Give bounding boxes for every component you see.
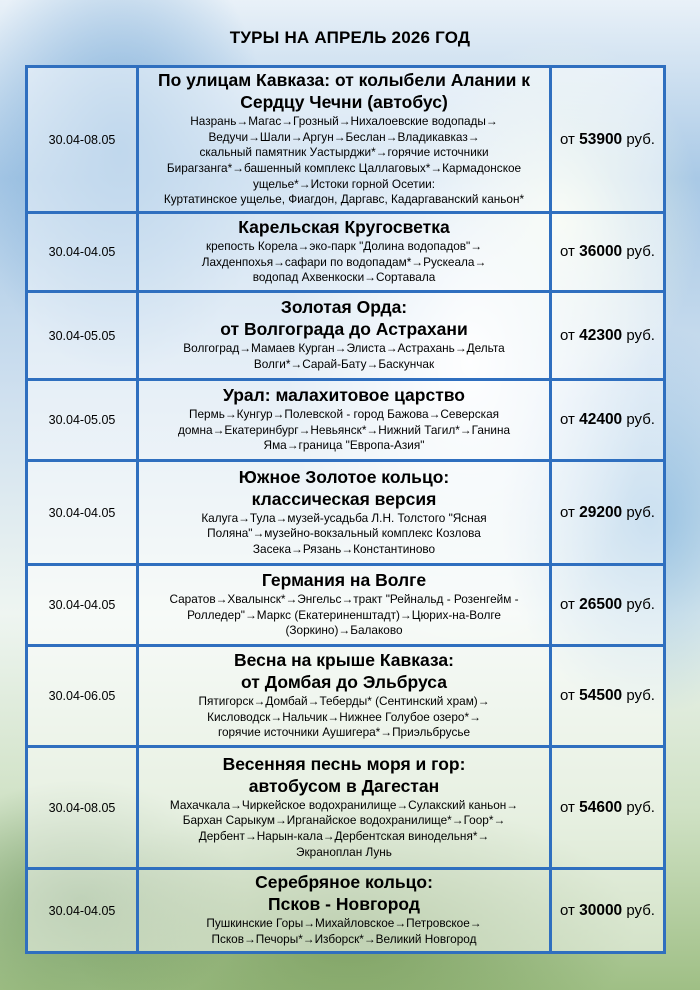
tours-table [25,65,666,954]
tour-name [143,69,545,113]
tour-description [138,646,551,747]
tour-dates: 30.04-05.05 [27,292,138,380]
price-prefix: от [560,326,575,344]
price-prefix: от [560,687,575,704]
tour-route-line: водопад Ахвенкоски→Сортавала [252,270,436,285]
tour-name-line: Южное Золотое кольцо: [238,466,450,487]
tour-route-line: крепость Корела→эко-парк "Долина водопадов"→ [205,239,483,254]
tour-price [551,67,665,213]
tour-name-line: Урал: малахитовое царство [223,385,465,406]
tour-price [551,461,665,565]
tour-route-line: Лахденпохья→сафари по водопадам*→Рускеала→ [201,254,487,269]
tour-route-line: Волги*→Сарай-Бату→Баскунчак [253,357,435,371]
price-value: 26500 [579,596,623,613]
tour-description [138,213,551,292]
tour-name-line: классическая версия [251,488,437,509]
tour-row [27,292,665,380]
price-prefix: от [560,130,575,148]
tour-route-line: скальный памятник Уастырджи*→горячие источники [199,145,489,160]
price-suffix: руб. [626,596,655,613]
price-prefix: от [560,503,575,521]
tour-route-line: Кисловодск→Нальчик→Нижнее Голубое озеро*→ [207,709,481,724]
tour-price [551,213,665,292]
price-value: 54600 [579,798,623,816]
tour-route-line: Дербент→Нарын-кала→Дербентская винодельня*→ [198,829,490,843]
price-suffix: руб. [626,798,655,816]
tour-row [27,869,665,953]
price-prefix: от [560,596,575,613]
tour-row [27,380,665,461]
tour-name-line: Германия на Волге [261,570,427,591]
tour-route-line: Пушкинские Горы→Михайловское→Петровское→ [206,916,482,931]
tour-dates: 30.04-04.05 [27,565,138,646]
price-value: 29200 [579,503,623,521]
tour-name-line: Серебряное кольцо: [255,872,433,893]
tour-name-line: от Волгограда до Астрахани [220,319,468,340]
tour-route-line: Волгоград→Мамаев Курган→Элиста→Астрахань→Дельта [183,341,505,356]
tour-dates: 30.04-04.05 [27,869,138,953]
tour-dates: 30.04-05.05 [27,380,138,461]
tour-route [143,407,545,454]
price-suffix: руб. [626,503,655,521]
tour-route-line: Пермь→Кунгур→Полевской - город Бажова→Северская [188,407,500,422]
tour-name-line: Весенняя песнь моря и гор: [222,753,466,774]
tour-route-line: ущелье*→Истоки горной Осетии: [252,176,436,191]
price-suffix: руб. [626,130,655,148]
tour-row [27,747,665,869]
tour-route [143,694,545,741]
tour-row [27,213,665,292]
tour-name-line: автобусом в Дагестан [248,775,440,796]
tour-route-line: Калуга→Тула→музей-усадьба Л.Н. Толстого "Ясная [201,510,487,525]
tour-row [27,646,665,747]
price-prefix: от [560,901,575,919]
tour-route [143,239,545,286]
tour-description [138,380,551,461]
tour-route-line: Ведучи→Шали→Аргун→Беслан→Владикавказ→ [208,129,480,144]
price-suffix: руб. [626,326,655,344]
tour-route [143,511,545,558]
tour-row [27,67,665,213]
tour-name [143,649,545,693]
tour-row [27,565,665,646]
tour-route-line: (Зоркино)→Балаково [285,623,403,638]
price-value: 36000 [579,243,623,260]
tour-route-line: Поляна"→музейно-вокзальный комплекс Козлова [207,526,481,541]
tour-name-line: Карельская Кругосветка [238,217,450,238]
tour-name-line: Псков - Новгород [268,894,420,915]
tour-description [138,747,551,869]
tour-dates: 30.04-08.05 [27,67,138,213]
tour-price [551,747,665,869]
price-suffix: руб. [626,687,655,704]
tour-route-line: Псков→Печоры*→Изборск*→Великий Новгород [211,932,477,946]
tour-route-line: горячие источники Аушигера*→Приэльбрусье [217,725,471,740]
tour-name-line: Золотая Орда: [280,297,408,318]
tour-name [143,384,545,406]
tour-dates: 30.04-08.05 [27,747,138,869]
tour-route-line: Экраноплан Лунь [296,844,392,859]
price-suffix: руб. [626,411,655,428]
tour-route-line: Саратов→Хвалынск*→Энгельс→тракт "Рейнальд - Розенгейм - [169,592,519,607]
price-value: 54500 [579,687,623,704]
price-value: 53900 [579,130,623,148]
tour-dates: 30.04-04.05 [27,213,138,292]
tour-dates: 30.04-06.05 [27,646,138,747]
price-prefix: от [560,411,575,428]
tour-name-line: Сердцу Чечни (автобус) [240,92,448,113]
price-suffix: руб. [626,901,655,919]
price-value: 30000 [579,901,623,919]
tour-name-line: от Домбая до Эльбруса [241,672,447,693]
tour-name [143,753,545,797]
tour-route-line: Пятигорск→Домбай→Теберды* (Сентинский храм)→ [198,694,490,709]
tour-description [138,67,551,213]
tour-route [143,114,545,208]
tour-name-line: По улицам Кавказа: от колыбели Алании к [157,70,530,91]
tour-dates: 30.04-04.05 [27,461,138,565]
price-suffix: руб. [626,243,655,260]
tour-name [143,466,545,510]
tour-route [143,916,545,947]
price-prefix: от [560,243,575,260]
tour-route-line: Махачкала→Чиркейское водохранилище→Сулакский каньон→ [169,797,519,812]
tour-name [143,216,545,238]
tour-price [551,565,665,646]
tour-name [143,871,545,915]
tour-name-line: Весна на крыше Кавказа: [234,650,454,671]
tour-route-line: Бархан Сарыкум→Ирганайское водохранилище*→Гоор*→ [182,813,506,828]
tour-name [143,296,545,340]
tour-route-line: Ролледер"→Маркс (Екатериненштадт)→Цюрих-на-Волге [187,607,501,622]
tour-route-line: Назрань→Магас→Грозный→Нихалоевские водопады→ [190,114,498,129]
tour-route [143,798,545,860]
tour-route-line: домна→Екатеринбург→Невьянск*→Нижний Тагил*→Ганина [177,422,511,437]
price-value: 42400 [579,411,623,428]
price-prefix: от [560,798,575,816]
tour-route-line: Засека→Рязань→Константиново [252,541,436,556]
price-value: 42300 [579,326,623,344]
tour-row [27,461,665,565]
tour-route-line: Бирагзанга*→башенный комплекс Цаллаговых*→Кармадонское [166,161,522,175]
tour-route [143,592,545,639]
tour-description [138,869,551,953]
tour-description [138,292,551,380]
tour-description [138,565,551,646]
tour-price [551,292,665,380]
tour-route [143,341,545,372]
tour-route-line: Куртатинское ущелье, Фиагдон, Даргавс, Кадаргаванский каньон* [163,192,525,207]
tour-price [551,869,665,953]
tour-description [138,461,551,565]
tour-price [551,380,665,461]
tour-name [143,569,545,591]
tour-price [551,646,665,747]
page-title: ТУРЫ НА АПРЕЛЬ 2026 ГОД [229,28,471,47]
tour-route-line: Яма→граница "Европа-Азия" [263,438,425,453]
